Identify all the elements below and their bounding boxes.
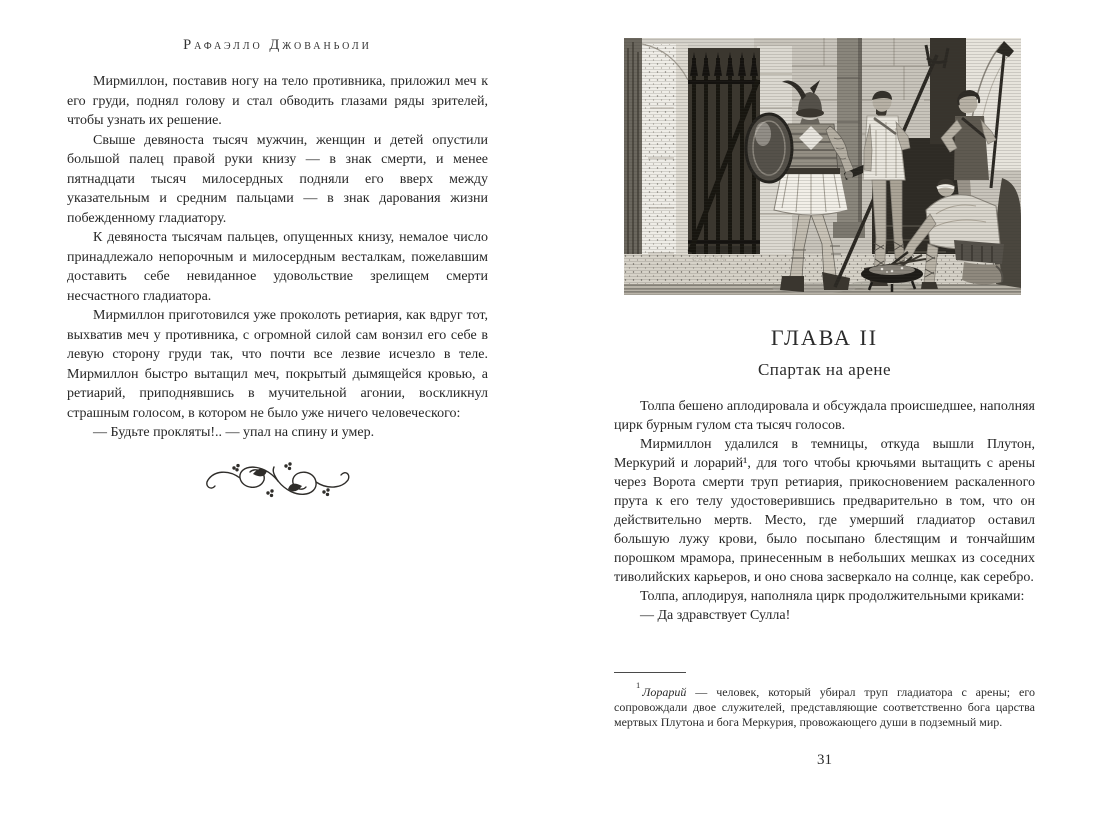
paragraph: Толпа бешено аплодировала и обсуждала происшедшее, наполняя цирк бурным гулом ста тысяч голосов. [614, 399, 1035, 433]
floral-vignette-ornament [67, 459, 488, 508]
footnote-block [614, 672, 1035, 730]
arena-gate-engraving-illustration [624, 38, 1021, 295]
floral-scroll-icon [198, 459, 358, 503]
dialogue-line: — Будьте прокляты!.. — упал на спину и умер. [93, 425, 375, 440]
paragraph: Свыше девяноста тысяч мужчин, женщин и детей опустили большой палец правой руки книзу — в знак смерти, и менее пятнадцати тысяч милосердных подняли его вверх между указательным и средним пальцами — в знак дарования жизни побежденному гладиатору. [67, 132, 488, 226]
paragraph: Толпа, аплодируя, наполняла цирк продолжительными криками: [640, 589, 1025, 604]
right-body-text [614, 397, 1035, 625]
dialogue-line: — Да здравствует Сулла! [640, 608, 791, 623]
paragraph: Мирмиллон приготовился уже проколоть ретиария, как вдруг тот, выхватив меч у противника, с огромной силой сам вонзил его себе в левую сторону груди так, что почти все лезвие исчезло в теле. Мирмиллон быстро вытащил меч, покрытый дымящейся кровью, а ретиарий, приподнявшись в мучительной агонии, воскликнул страшным голосом, в котором не было уже ничего человеческого: [67, 308, 488, 421]
left-body-text [67, 72, 488, 443]
paragraph: Мирмиллон удалился в темницы, откуда вышли Плутон, Меркурий и лорарий¹, для того чтобы крючьями вытащить с арены через Ворота смерти труп ретиария, прикосновением раскаленного прута к его телу удостоверившись предварительно в том, что он действительно мертв. Место, где умерший гладиатор оставил большую лужу крови, было посыпано блестящим и тончайшим порошком мрамора, принесенным в небольших мешках из соседних тиволийских карьеров, и оно снова засверкало на солнце, как серебро. [614, 437, 1035, 585]
chapter-subtitle: Спартак на арене [757, 360, 892, 379]
footnote-marker: 1 [636, 680, 641, 690]
footnote-term: Лорарий [642, 685, 687, 699]
engraving-scene [624, 38, 1021, 295]
footnote [614, 681, 1035, 730]
left-page [67, 0, 488, 825]
footnote-text: — человек, который убирал труп гладиатора с арены; его сопровождали двое служителей, представляющие соответственно бога царства мертвых Плутона и бога Меркурия, провожающего души в подземный мир. [614, 685, 1035, 729]
right-page [614, 0, 1035, 825]
engraver-signature: CALLEN [692, 256, 727, 263]
chapter-title: ГЛАВА II [770, 325, 879, 350]
paragraph: Мирмиллон, поставив ногу на тело противника, приложил меч к его груди, поднял голову и стал обводить глазами ряды зрителей, чтобы узнать их решение. [67, 74, 488, 128]
running-head: Рафаэлло Джованьоли [183, 37, 372, 53]
page-number: 31 [817, 752, 832, 768]
footnote-divider [614, 672, 686, 673]
hatch-overlay [624, 38, 1021, 295]
paragraph: К девяноста тысячам пальцев, опущенных книзу, немалое число принадлежало непорочным и милосердным весталкам, пожелавшим доставить себе невиданное удовольствие зрелищем смерти несчастного гладиатора. [67, 230, 488, 304]
